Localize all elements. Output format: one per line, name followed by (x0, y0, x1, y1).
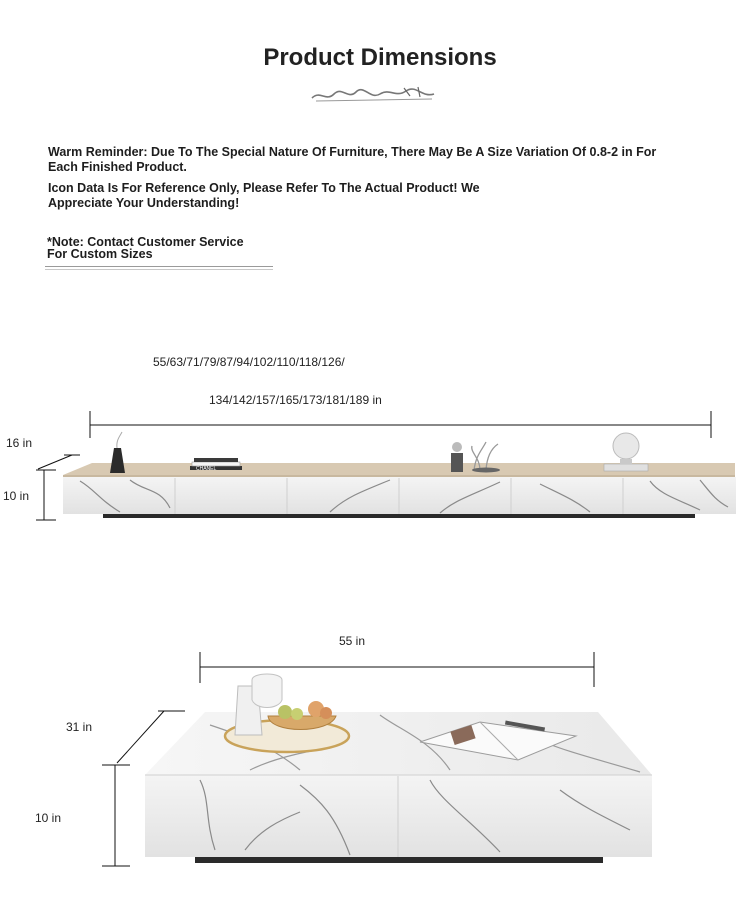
icon-data-disclaimer: Icon Data Is For Reference Only, Please Refer To The Actual Product! We Appreciate Your Understanding! (48, 181, 480, 210)
tv-stand-height-label: 10 in (3, 489, 30, 503)
page-title: Product Dimensions (263, 44, 497, 71)
coffee-table-height-dimension (102, 765, 130, 866)
tv-stand-book-label: CHANEL (196, 466, 217, 472)
coffee-table-depth-label: 31 in (66, 720, 93, 734)
tv-stand-height-dimension (36, 470, 56, 520)
tv-stand-length-options-line1: 55/63/71/79/87/94/102/110/118/126/ (153, 355, 345, 369)
warm-reminder-text: Warm Reminder: Due To The Special Nature Of Furniture, There May Be A Size Variation Of 0.8-2 in For Each Finished Product. (48, 145, 657, 174)
tv-stand-length-options-line2: 134/142/157/165/173/181/189 in (209, 393, 382, 407)
coffee-table-length-label: 55 in (339, 634, 366, 648)
coffee-table-image (145, 674, 652, 863)
coffee-table-height-label: 10 in (35, 811, 62, 825)
tv-stand-image (63, 432, 736, 518)
tv-stand-depth-label: 16 in (6, 436, 33, 450)
tv-stand-depth-dimension (38, 455, 80, 469)
tv-stand-length-dimension (90, 411, 711, 438)
custom-size-note-line2: For Custom Sizes (47, 247, 153, 261)
custom-size-note-line1: *Note: Contact Customer Service (47, 235, 244, 249)
